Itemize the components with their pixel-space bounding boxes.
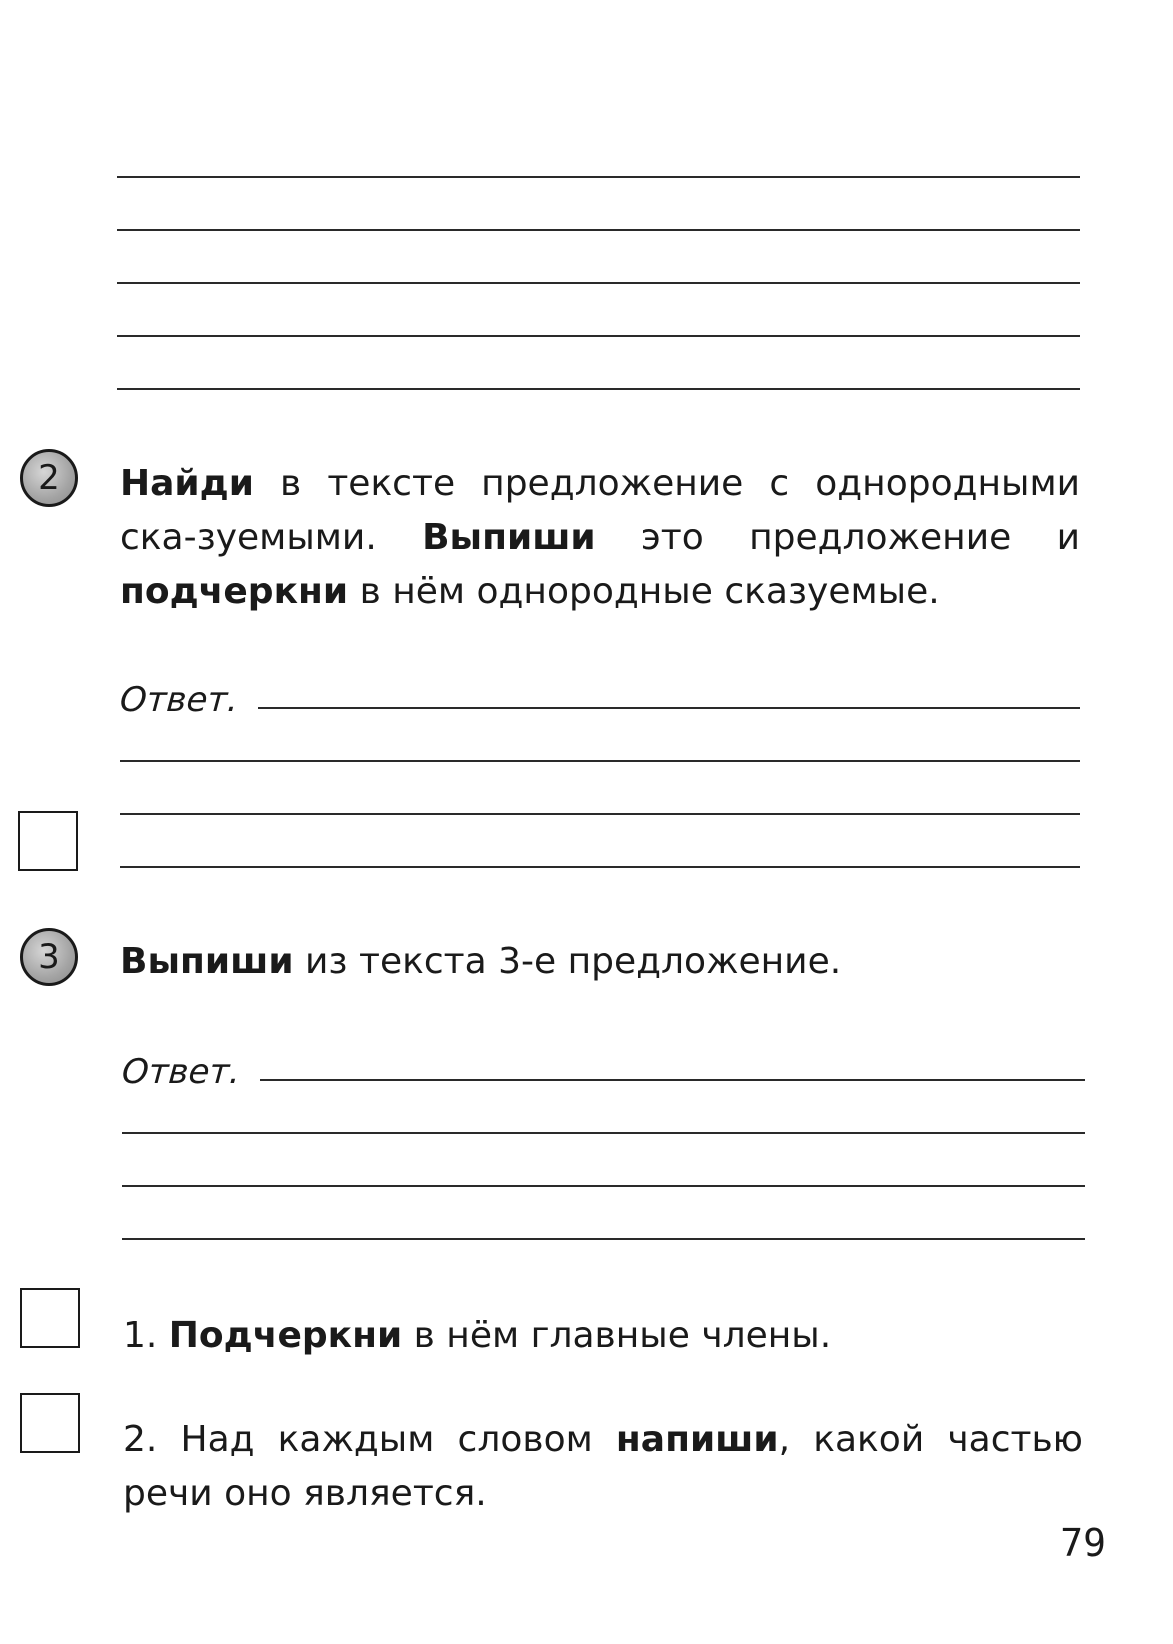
- task3-verb-write: напиши: [615, 1419, 779, 1460]
- answer-line[interactable]: [260, 1079, 1085, 1081]
- task3-subtask-1: 1. Подчеркни в нём главные члены.: [123, 1315, 832, 1356]
- score-checkbox[interactable]: [20, 1393, 80, 1453]
- task2-verb-underline: подчеркни: [120, 571, 349, 612]
- writing-line[interactable]: [117, 388, 1080, 390]
- task3-subtask-2: 2. Над каждым словом напиши, какой частью речи оно является.: [123, 1419, 1083, 1514]
- answer-label: Ответ.: [118, 680, 240, 720]
- task3-instruction: Выпиши из текста 3-е предложение.: [120, 941, 842, 982]
- task-number-badge: [20, 449, 78, 507]
- score-checkbox[interactable]: [20, 1288, 80, 1348]
- task3-verb-write: Выпиши: [120, 941, 294, 982]
- task-number: 2: [38, 458, 60, 498]
- score-checkbox[interactable]: [18, 811, 78, 871]
- answer-label: Ответ.: [120, 1052, 242, 1092]
- writing-line[interactable]: [117, 335, 1080, 337]
- writing-line[interactable]: [117, 229, 1080, 231]
- answer-line[interactable]: [120, 760, 1080, 762]
- writing-line[interactable]: [117, 282, 1080, 284]
- answer-line[interactable]: [120, 813, 1080, 815]
- task2-verb-write: Выпиши: [422, 517, 596, 558]
- task-number-badge: [20, 928, 78, 986]
- page-number: 79: [1060, 1521, 1106, 1565]
- answer-line[interactable]: [122, 1185, 1085, 1187]
- task2-verb-find: Найди: [120, 463, 254, 504]
- task2-instruction: Найди в тексте предложение с однородными ска-зуемыми. Выпиши это предложение и подчеркни в нём однородные сказуемые.: [120, 463, 1080, 612]
- task3-verb-underline: Подчеркни: [168, 1315, 403, 1356]
- task-number: 3: [38, 937, 60, 977]
- answer-line[interactable]: [122, 1132, 1085, 1134]
- answer-line[interactable]: [120, 866, 1080, 868]
- writing-line[interactable]: [117, 176, 1080, 178]
- answer-line[interactable]: [122, 1238, 1085, 1240]
- answer-line[interactable]: [258, 707, 1080, 709]
